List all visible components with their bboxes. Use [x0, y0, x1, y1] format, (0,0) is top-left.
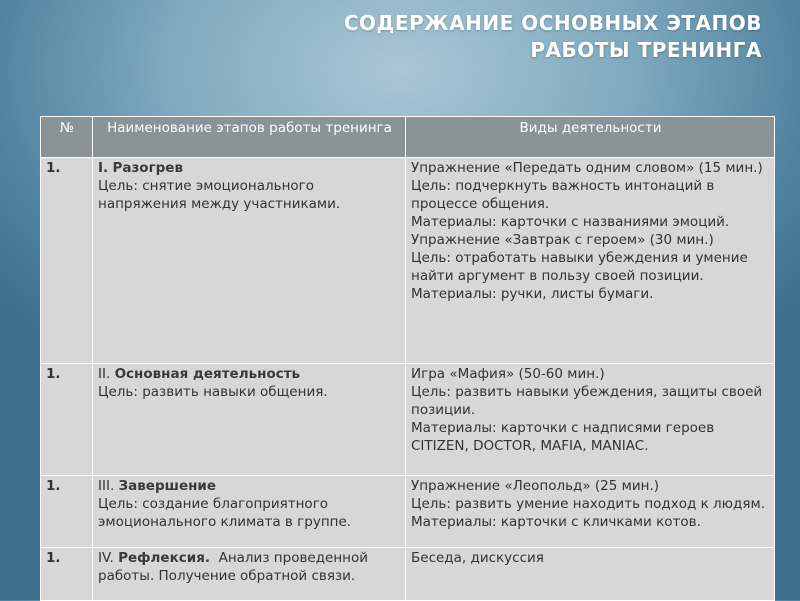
table-row — [41, 364, 775, 476]
table-row — [41, 158, 775, 364]
stage-prefix: II. — [98, 366, 111, 382]
header-number: № — [41, 117, 93, 158]
stage-description: Анализ проведенной работы. Получение обратной связи. — [98, 550, 369, 584]
stage-name: Разогрев — [112, 160, 183, 176]
activity-line: Цель: подчеркнуть важность интонаций в процессе общения. — [411, 178, 715, 212]
stage-prefix: III. — [98, 478, 115, 494]
header-activities: Виды деятельности — [406, 117, 775, 158]
stage-goal: Цель: развить навыки общения. — [98, 384, 328, 400]
row-number: 1. — [41, 364, 93, 476]
stage-prefix: IV. — [98, 550, 114, 566]
table-header-row — [41, 117, 775, 158]
stage-prefix: I. — [98, 160, 109, 176]
stage-title — [98, 365, 401, 383]
slide-title-line-2: РАБОТЫ ТРЕНИНГА — [530, 38, 762, 62]
activity-line: Материалы: ручки, листы бумаги. — [411, 286, 654, 302]
activity-line: Упражнение «Леопольд» (25 мин.) — [411, 478, 659, 494]
activity-line: Цель: отработать навыки убеждения и умение найти аргумент в пользу своей позиции. — [411, 250, 748, 284]
stage-title — [98, 477, 401, 495]
activities-cell — [406, 548, 775, 601]
slide-title-line-1: СОДЕРЖАНИЕ ОСНОВНЫХ ЭТАПОВ — [343, 11, 762, 35]
activity-line: Упражнение «Завтрак с героем» (30 мин.) — [411, 232, 714, 248]
stage-cell — [93, 548, 406, 601]
stages-table — [40, 116, 775, 601]
stage-goal: Цель: снятие эмоционального напряжения между участниками. — [98, 178, 341, 212]
row-number: 1. — [41, 548, 93, 601]
row-number: 1. — [41, 158, 93, 364]
stage-cell — [93, 364, 406, 476]
activity-line: Упражнение «Передать одним словом» (15 мин.) — [411, 160, 763, 176]
activity-line: Материалы: карточки с названиями эмоций. — [411, 214, 730, 230]
activity-line: Беседа, дискуссия — [411, 550, 544, 566]
activity-line: Цель: развить навыки убеждения, защиты своей позиции. — [411, 384, 763, 418]
activities-cell — [406, 476, 775, 548]
activities-cell — [406, 364, 775, 476]
stage-name: Рефлексия. — [118, 550, 210, 566]
stage-title — [98, 159, 401, 177]
stage-cell — [93, 158, 406, 364]
activity-line: Игра «Мафия» (50-60 мин.) — [411, 366, 605, 382]
header-stage-name: Наименование этапов работы тренинга — [93, 117, 406, 158]
activity-line: Цель: развить умение находить подход к людям. — [411, 496, 765, 512]
table-row — [41, 548, 775, 601]
activity-line: Материалы: карточки с кличками котов. — [411, 514, 701, 530]
table-row — [41, 476, 775, 548]
stage-cell — [93, 476, 406, 548]
row-number: 1. — [41, 476, 93, 548]
activities-cell — [406, 158, 775, 364]
stage-name: Основная деятельность — [114, 366, 301, 382]
slide-title — [242, 10, 762, 64]
stage-name: Завершение — [118, 478, 217, 494]
activity-line: Материалы: карточки с надписями героев CITIZEN, DOCTOR, MAFIA, MANIAC. — [411, 420, 715, 454]
stage-goal: Цель: создание благоприятного эмоционального климата в группе. — [98, 496, 352, 530]
